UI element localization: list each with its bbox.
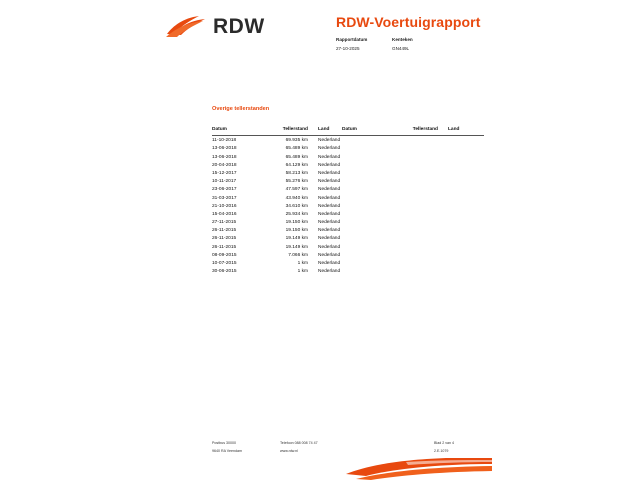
table-row: [212, 234, 354, 242]
footer-website[interactable]: www.rdw.nl: [280, 448, 298, 453]
cell-land: Nederland: [318, 236, 341, 242]
cell-tellerstand: 58.213 km: [285, 170, 308, 176]
footer-doc-code: 2.E.1079: [434, 448, 449, 453]
cell-tellerstand: 55.276 km: [285, 179, 308, 185]
footer-postbus: Postbus 30000: [212, 441, 236, 445]
column-header-land-secondary: Land: [448, 127, 460, 132]
table-header-row-secondary: [342, 128, 484, 136]
cell-tellerstand: 7.066 km: [288, 252, 308, 258]
cell-land: Nederland: [318, 252, 341, 258]
cell-land: Nederland: [318, 261, 341, 266]
cell-datum: 08-09-2015: [212, 252, 237, 258]
cell-datum: 10-11-2017: [212, 179, 237, 185]
table-row: [212, 169, 354, 177]
table-row: [212, 201, 354, 209]
cell-land: Nederland: [318, 195, 341, 201]
cell-land: Nederland: [318, 170, 341, 176]
cell-tellerstand: 25.934 km: [285, 211, 308, 217]
footer-city: 9640 RA Veendam: [212, 448, 242, 453]
tellerstanden-table: [212, 128, 354, 275]
cell-datum: 31-03-2017: [212, 195, 237, 201]
footer-page-info: [434, 440, 454, 455]
cell-land: Nederland: [318, 146, 341, 152]
cell-land: Nederland: [318, 179, 341, 185]
tellerstanden-table-secondary: [342, 128, 484, 136]
table-row: [212, 193, 354, 201]
cell-tellerstand: 65.489 km: [285, 154, 308, 160]
table-row: [212, 259, 354, 267]
cell-tellerstand: 1 km: [297, 261, 308, 266]
cell-tellerstand: 19.149 km: [285, 236, 308, 242]
cell-datum: 11-10-2018: [212, 138, 237, 144]
cell-land: Nederland: [318, 211, 341, 217]
report-meta: [336, 36, 448, 53]
footer-flame-graphic-icon: [346, 458, 492, 480]
table-row: [212, 144, 354, 152]
table-header-row: [212, 128, 354, 136]
table-row: [212, 152, 354, 160]
cell-datum: 20-04-2018: [212, 162, 237, 168]
cell-land: Nederland: [318, 203, 341, 209]
table-row: [212, 185, 354, 193]
column-header-datum: Datum: [212, 127, 227, 132]
meta-labels-row: [336, 36, 448, 45]
footer-telefoon: Telefoon 088 008 74 47: [280, 441, 318, 445]
footer-page-number: Blad 2 van 4: [434, 441, 454, 445]
cell-datum: 27-11-2015: [212, 220, 237, 226]
table-body: [212, 136, 354, 275]
cell-land: Nederland: [318, 187, 341, 193]
table-row: [212, 160, 354, 168]
table-row: [212, 177, 354, 185]
table-row: [212, 218, 354, 226]
meta-values-row: [336, 45, 448, 54]
meta-label-rapportdatum: Rapportdatum: [336, 37, 368, 42]
meta-value-kenteken: GN449L: [392, 45, 410, 51]
table-row: [212, 242, 354, 250]
cell-tellerstand: 64.129 km: [285, 162, 308, 168]
cell-datum: 15-12-2017: [212, 170, 237, 176]
cell-tellerstand: 19.150 km: [285, 228, 308, 234]
section-title-overige-tellerstanden: Overige tellerstanden: [212, 106, 270, 112]
cell-tellerstand: 43.940 km: [285, 195, 308, 201]
cell-datum: 13-06-2018: [212, 146, 237, 152]
cell-tellerstand: 34.610 km: [285, 203, 308, 209]
cell-tellerstand: 19.150 km: [285, 220, 308, 226]
cell-datum: 15-04-2016: [212, 211, 237, 217]
cell-land: Nederland: [318, 244, 341, 250]
table-row: [212, 250, 354, 258]
cell-land: Nederland: [318, 220, 341, 226]
cell-datum: 26-11-2015: [212, 228, 237, 234]
table-row: [212, 226, 354, 234]
cell-tellerstand: 47.597 km: [285, 187, 308, 193]
cell-datum: 26-11-2015: [212, 236, 237, 242]
table-row: [212, 136, 354, 144]
column-header-tellerstand-secondary: Tellerstand: [412, 127, 438, 132]
cell-datum: 23-06-2017: [212, 187, 237, 193]
meta-value-rapportdatum: 27-10-2025: [336, 45, 360, 51]
cell-datum: 21-10-2016: [212, 203, 237, 209]
cell-land: Nederland: [318, 228, 341, 234]
cell-datum: 13-06-2018: [212, 154, 237, 160]
cell-land: Nederland: [318, 269, 341, 275]
page-title: RDW-Voertuigrapport: [336, 14, 481, 30]
cell-tellerstand: 1 km: [297, 269, 308, 275]
column-header-tellerstand: Tellerstand: [282, 127, 308, 132]
meta-label-kenteken: Kenteken: [392, 37, 413, 42]
table-row: [212, 209, 354, 217]
cell-tellerstand: 19.149 km: [285, 244, 308, 250]
cell-datum: 26-11-2015: [212, 244, 237, 250]
table-row: [212, 267, 354, 275]
cell-land: Nederland: [318, 154, 341, 160]
rdw-flame-logo-icon: [165, 14, 207, 40]
column-header-land: Land: [318, 127, 330, 132]
rdw-logo: [165, 14, 265, 40]
cell-datum: 30-06-2015: [212, 269, 237, 275]
cell-land: Nederland: [318, 138, 341, 144]
cell-datum: 10-07-2015: [212, 261, 237, 266]
cell-tellerstand: 69.935 km: [285, 138, 308, 144]
rdw-wordmark: RDW: [213, 15, 265, 38]
cell-tellerstand: 65.489 km: [285, 146, 308, 152]
column-header-datum-secondary: Datum: [342, 127, 357, 132]
cell-land: Nederland: [318, 162, 341, 168]
